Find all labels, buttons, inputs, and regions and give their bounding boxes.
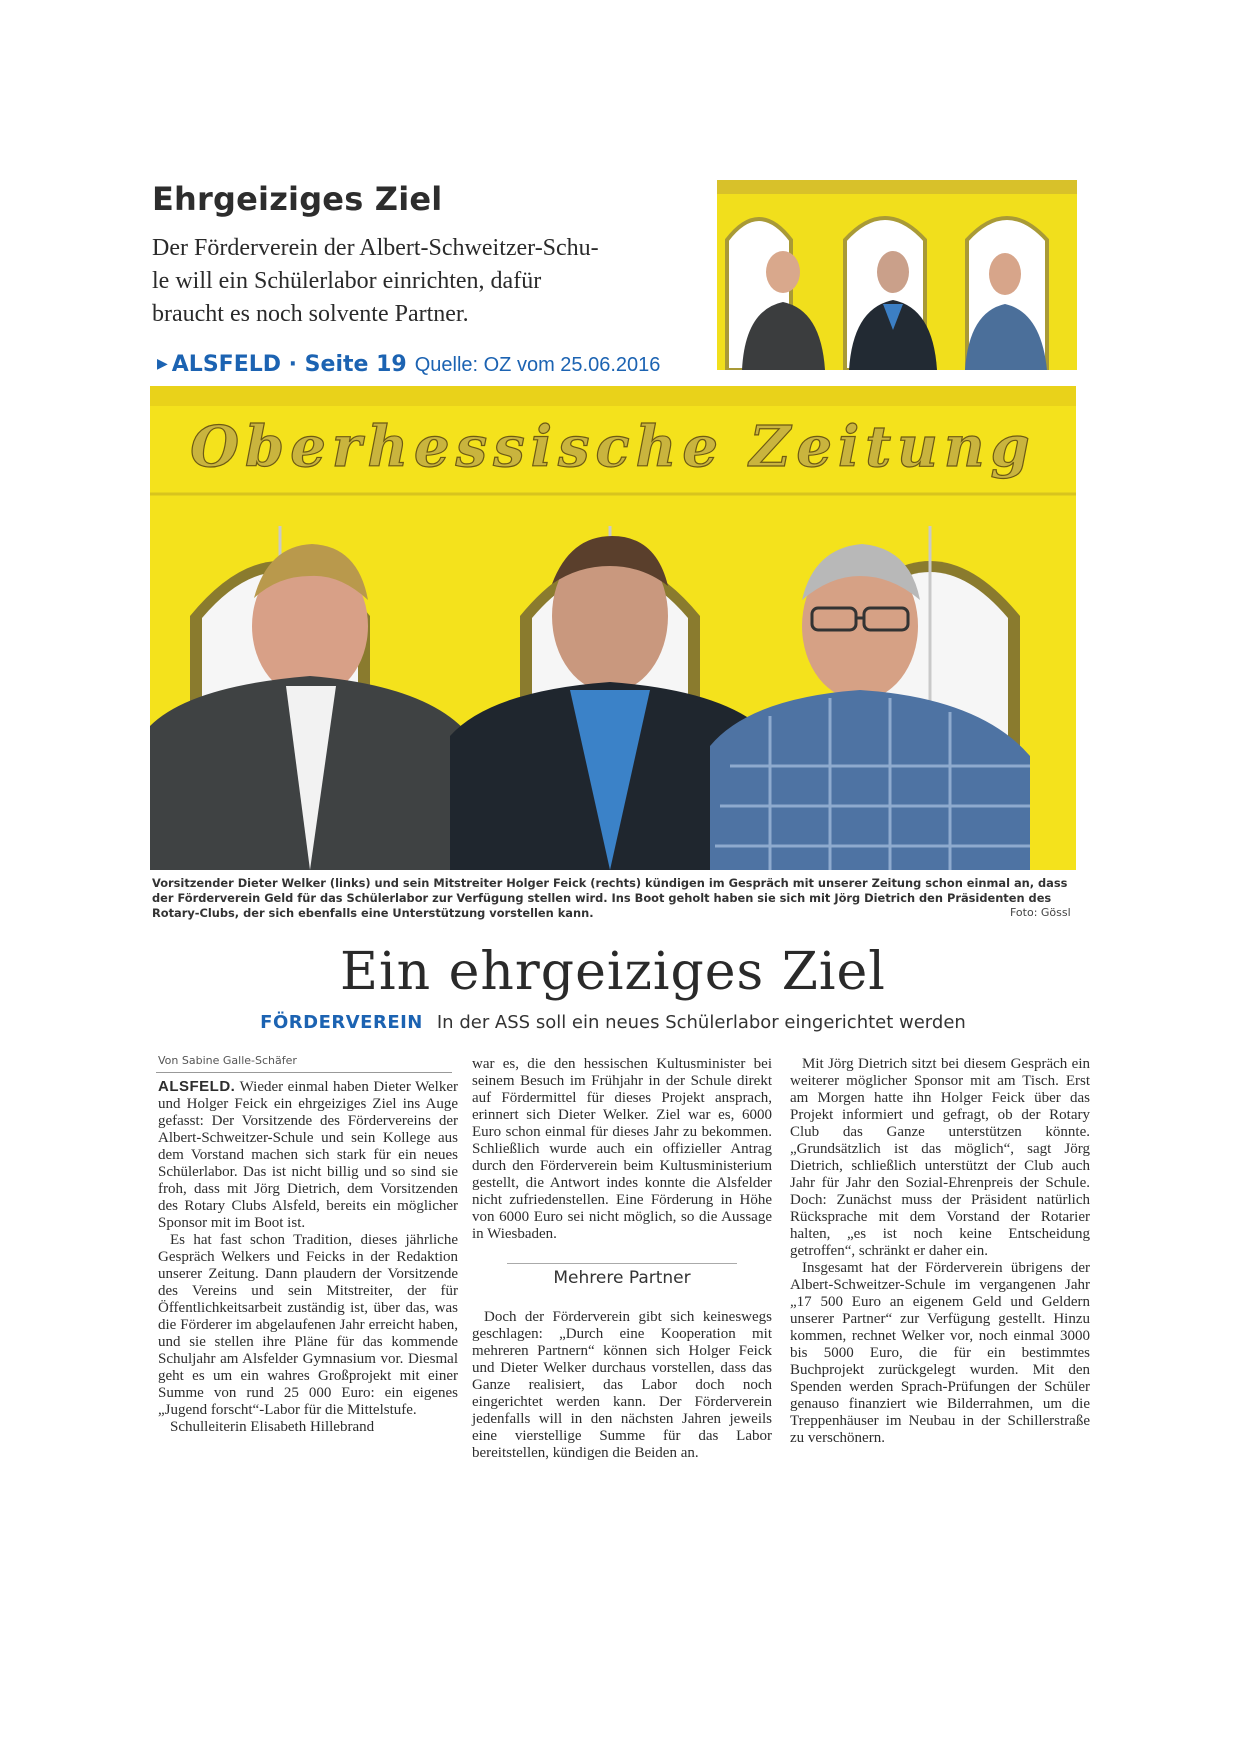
article-column-3 — [790, 1056, 1090, 1447]
teaser-lead-line: braucht es noch solvente Partner. — [152, 301, 469, 327]
paragraph: Mit Jörg Dietrich sitzt bei diesem Gespräch ein weiterer möglicher Sponsor mit am Tisch. Erst am Morgen hatte ihn Holger Feick über das Projekt informiert und gefragt, ob der Rotary Club das Ganze unterstützen könnte. „Grundsätzlich ist das möglich“, sagt Jörg Dietrich, schließlich unterstützt der Club auch Jahr für Jahr den Sozial-Ehrenpreis der Schule. Doch: Zunächst muss der Präsident natürlich Rücksprache mit dem Vorstand der Rotarier halten, „es ist noch keine Entscheidung getroffen“, schränkt er daher ein. — [790, 1056, 1090, 1259]
thumbnail-photo-illustration — [717, 180, 1077, 370]
paragraph: Es hat fast schon Tradition, dieses jährliche Gespräch Welkers und Feicks in der Redaktion unserer Zeitung. Dann plaudern der Vorsitzende des Vereins und sein Mitstreiter, der für Öffentlichkeitsarbeit zuständig ist, über das, was die Förderer im abgelaufenen Jahr erreicht haben, und sie stellen ihre Pläne für das kommende Schuljahr am Alsfelder Gymnasium vor. Diesmal geht es um ein wahres Großprojekt mit einer Summe von rund 25 000 Euro: ein eigenes „Jugend forscht“-Labor für die Mittelstufe. — [158, 1232, 458, 1418]
kicker: FÖRDERVEREIN — [260, 1012, 423, 1033]
paragraph: war es, die den hessischen Kultusminister bei seinem Besuch im Frühjahr in der Schule direkt auf Fördermittel für dieses Projekt ansprach, erinnert sich Dieter Welker. Ziel war es, 6000 Euro schon einmal für dieses Jahr zu bekommen. Schließlich wurde auch ein offizieller Antrag durch den Förderverein beim Kultusministerium gestellt, die Antwort indes konnte die Alsfelder nicht zufriedenstellen. Eine Förderung in Höhe von 6000 Euro sei nicht möglich, so die Aussage in Wiesbaden. — [472, 1056, 772, 1242]
main-photo-illustration — [150, 386, 1076, 870]
subhead-block — [472, 1263, 772, 1287]
thumbnail-photo — [717, 180, 1077, 370]
paragraph — [158, 1078, 458, 1232]
dateline: ALSFELD. — [158, 1078, 236, 1095]
teaser-block — [152, 180, 712, 331]
teaser-lead — [152, 232, 712, 331]
subhead: Mehrere Partner — [553, 1268, 691, 1288]
kicker-line — [150, 1012, 1076, 1033]
article-column-1 — [158, 1078, 458, 1436]
teaser-page-reference — [157, 352, 660, 377]
section-ref: ALSFELD · Seite 19 — [171, 352, 407, 377]
teaser-lead-line: Der Förderverein der Albert-Schweitzer-Schu- — [152, 235, 599, 261]
article-column-2 — [472, 1056, 772, 1462]
masthead-lettering: Oberhessische Zeitung — [190, 414, 1036, 480]
photo-caption: Vorsitzender Dieter Welker (links) und sein Mitstreiter Holger Feick (rechts) kündigen im Gespräch mit unserer Zeitung schon einmal an, dass der Förderverein Geld für das Schülerlabor zur Verfügung stellen wird. Ins Boot geholt haben sie sich mit Jörg Dietrich den Präsidenten des Rotary-Clubs, der sich ebenfalls eine Unterstützung vorstellen kann. — [152, 876, 1068, 920]
paragraph-text: Wieder einmal haben Dieter Welker und Holger Feick ein ehrgeiziges Ziel ins Auge gefasst: Der Vorsitzende des Fördervereins der Albert-Schweitzer-Schule und sein Kollege aus dem Vorstand machen sich stark für ein neues Schülerlabor. Das ist nicht billig und so sind sie froh, dass mit Jörg Dietrich, dem Vorsitzenden des Rotary Clubs Alsfeld, bereits ein möglicher Sponsor mit im Boot ist. — [158, 1079, 459, 1231]
photo-credit: Foto: Gössl — [1010, 906, 1071, 919]
subhead-divider — [507, 1263, 737, 1264]
teaser-title: Ehrgeiziges Ziel — [152, 180, 443, 218]
paragraph: Schulleiterin Elisabeth Hillebrand — [170, 1419, 375, 1435]
teaser-lead-line: le will ein Schülerlabor einrichten, dafür — [152, 268, 542, 294]
paragraph: Doch der Förderverein gibt sich keineswegs geschlagen: „Durch eine Kooperation mit mehreren Partnern“ können sich Holger Feick und Dieter Welker durchaus vorstellen, dass das Ganze realisiert, das Labor doch noch eingerichtet werden kann. Der Förderverein jedenfalls will in den nächsten Jahren jeweils eine vierstellige Summe für das Labor bereitstellen, kündigen die Beiden an. — [472, 1309, 772, 1461]
article-headline: Ein ehrgeiziges Ziel — [340, 942, 886, 1002]
byline: Von Sabine Galle-Schäfer — [158, 1054, 297, 1067]
triangle-right-icon: ▶ — [157, 356, 168, 372]
article-subtitle: In der ASS soll ein neues Schülerlabor eingerichtet werden — [436, 1012, 966, 1033]
main-photo — [150, 386, 1076, 870]
source-note: Quelle: OZ vom 25.06.2016 — [414, 354, 661, 376]
paragraph: Insgesamt hat der Förderverein übrigens der Albert-Schweitzer-Schule im vergangenen Jahr „17 500 Euro an eigenem Geld und Geldern unserer Partner“ zur Verfügung gestellt. Hinzu kommen, rechnet Welker vor, noch einmal 3000 bis 5000 Euro, die für ein bestimmtes Buchprojekt zurückgelegt wurden. Mit den Spenden werden Sprach-Prüfungen der Schüler genauso finanziert wie Bilderrahmen, um die Treppenhäuser im Neubau in der Schillerstraße zu verschönern. — [790, 1260, 1090, 1446]
byline-divider — [156, 1072, 452, 1073]
